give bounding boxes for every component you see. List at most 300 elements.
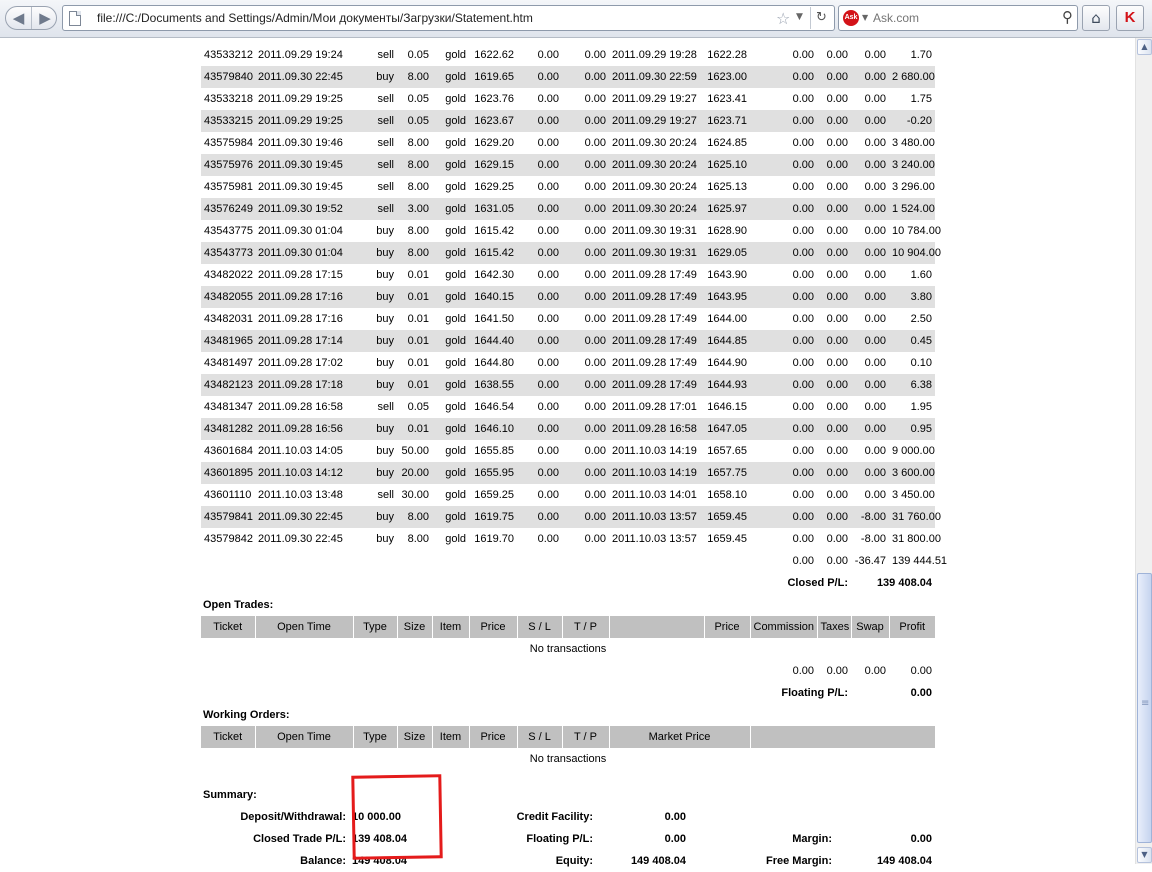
cell-commission: 0.00 <box>792 181 814 193</box>
cell-ticket: 43482022 <box>204 269 253 281</box>
cell-sl: 0.00 <box>517 462 562 484</box>
table-row <box>201 352 935 374</box>
cell-swap: 0.00 <box>864 313 886 325</box>
home-button[interactable] <box>1082 5 1110 31</box>
url-text[interactable]: file:///C:/Documents and Settings/Admin/Мои документы/Загрузки/Statement.htm <box>97 11 533 25</box>
cell-close-time: 2011.09.28 17:49 <box>612 269 697 281</box>
bookmark-star-icon[interactable]: ☆ <box>776 9 791 28</box>
cell-size: 0.01 <box>407 269 429 281</box>
cell-tp: 0.00 <box>562 286 609 308</box>
cell-profit: 3 296.00 <box>892 181 935 193</box>
cell-ticket: 43576249 <box>201 198 255 220</box>
cell-ticket: 43481282 <box>201 418 255 440</box>
table-row <box>201 110 935 132</box>
cell-size: 0.05 <box>407 49 429 61</box>
cell-close-time: 2011.09.30 20:24 <box>612 181 697 193</box>
cell-tp: 0.00 <box>584 137 606 149</box>
closed-trades-totals-row <box>201 550 935 572</box>
cell-tp: 0.00 <box>562 110 609 132</box>
table-row <box>201 132 935 154</box>
table-row <box>201 374 935 396</box>
summary-row-2 <box>201 828 935 850</box>
kaspersky-button[interactable] <box>1116 5 1144 31</box>
cell-taxes: 0.00 <box>817 198 851 220</box>
cell-close-price: 1643.90 <box>707 269 747 281</box>
cell-open-time: 2011.09.30 19:45 <box>258 181 343 193</box>
cell-open-price: 1640.15 <box>469 286 517 308</box>
cell-close-time: 2011.10.03 13:57 <box>612 533 697 545</box>
cell-open-price: 1631.05 <box>469 198 517 220</box>
cell-commission: 0.00 <box>750 462 817 484</box>
cell-swap: 0.00 <box>851 418 889 440</box>
cell-item: gold <box>445 269 466 281</box>
cell-item: gold <box>445 533 466 545</box>
cell-item: gold <box>445 489 466 501</box>
cell-open-time: 2011.10.03 14:05 <box>258 445 343 457</box>
col-price-2: Price <box>704 616 750 638</box>
table-row <box>201 286 935 308</box>
cell-swap: 0.00 <box>851 462 889 484</box>
cell-type: sell <box>353 110 397 132</box>
cell-taxes: 0.00 <box>817 110 851 132</box>
search-bar[interactable] <box>838 5 1078 31</box>
cell-close-time: 2011.09.30 20:24 <box>609 154 704 176</box>
col-size: Size <box>397 616 432 638</box>
cell-close-price: 1623.00 <box>704 66 750 88</box>
cell-sl: 0.00 <box>537 49 559 61</box>
cell-open-time: 2011.09.30 01:04 <box>255 242 353 264</box>
cell-item: gold <box>432 242 469 264</box>
equity-label: Equity: <box>555 855 593 867</box>
cell-sl: 0.00 <box>517 286 562 308</box>
cell-close-time: 2011.10.03 14:19 <box>609 462 704 484</box>
cell-size: 0.05 <box>397 110 432 132</box>
credit-value: 0.00 <box>664 811 686 823</box>
cell-ticket: 43482123 <box>201 374 255 396</box>
cell-taxes: 0.00 <box>826 489 848 501</box>
cell-profit: 10 784.00 <box>892 225 941 237</box>
home-icon: ⌂ <box>1091 9 1101 27</box>
cell-taxes: 0.00 <box>826 269 848 281</box>
search-engine-dropdown-icon[interactable]: ▼ <box>862 13 869 22</box>
cell-commission: 0.00 <box>750 154 817 176</box>
kaspersky-icon: K <box>1124 9 1136 26</box>
cell-size: 8.00 <box>407 225 429 237</box>
cell-size: 8.00 <box>407 533 429 545</box>
cell-profit: 0.95 <box>889 418 935 440</box>
cell-close-price: 1644.90 <box>707 357 747 369</box>
cell-open-time: 2011.09.29 19:25 <box>258 93 343 105</box>
col-commission: Commission <box>750 616 817 638</box>
cell-type: sell <box>377 489 394 501</box>
margin-label: Margin: <box>792 833 832 845</box>
cell-taxes: 0.00 <box>817 374 851 396</box>
deposit-value: 10 000.00 <box>352 811 401 823</box>
cell-taxes: 0.00 <box>826 401 848 413</box>
cell-type: sell <box>377 137 394 149</box>
table-row <box>201 396 935 418</box>
cell-open-price: 1629.20 <box>474 137 514 149</box>
cell-commission: 0.00 <box>750 330 817 352</box>
wo-col-market-price: Market Price <box>609 726 750 748</box>
totals-commission: 0.00 <box>792 555 814 567</box>
closed-trade-pl-label: Closed Trade P/L: <box>253 833 346 845</box>
cell-open-price: 1646.54 <box>474 401 514 413</box>
cell-item: gold <box>445 137 466 149</box>
cell-taxes: 0.00 <box>826 225 848 237</box>
table-row <box>201 330 935 352</box>
closed-trades-body <box>201 44 941 550</box>
closed-pl-row <box>201 572 935 594</box>
cell-swap: 0.00 <box>864 181 886 193</box>
balance-label: Balance: <box>300 855 346 867</box>
cell-commission: 0.00 <box>792 533 814 545</box>
cell-type: buy <box>376 445 394 457</box>
cell-close-time: 2011.09.30 19:31 <box>609 242 704 264</box>
table-row <box>201 198 935 220</box>
cell-commission: 0.00 <box>750 198 817 220</box>
cell-profit: 31 800.00 <box>892 533 941 545</box>
cell-taxes: 0.00 <box>817 66 851 88</box>
cell-open-time: 2011.09.28 17:02 <box>258 357 343 369</box>
cell-item: gold <box>432 198 469 220</box>
col-type: Type <box>353 616 397 638</box>
cell-type: buy <box>376 269 394 281</box>
cell-close-price: 1657.75 <box>704 462 750 484</box>
cell-size: 8.00 <box>397 242 432 264</box>
address-bar[interactable] <box>62 5 835 31</box>
statement-report <box>201 44 948 872</box>
cell-tp: 0.00 <box>584 533 606 545</box>
cell-close-time: 2011.10.03 14:19 <box>612 445 697 457</box>
cell-close-price: 1659.45 <box>707 533 747 545</box>
cell-profit: 1 524.00 <box>889 198 935 220</box>
cell-profit: 0.10 <box>910 357 932 369</box>
cell-item: gold <box>432 154 469 176</box>
cell-tp: 0.00 <box>584 357 606 369</box>
col-ticket: Ticket <box>201 616 255 638</box>
cell-tp: 0.00 <box>562 330 609 352</box>
cell-open-price: 1629.15 <box>469 154 517 176</box>
cell-swap: 0.00 <box>851 110 889 132</box>
cell-sl: 0.00 <box>537 313 559 325</box>
cell-sl: 0.00 <box>537 445 559 457</box>
cell-ticket: 43481347 <box>204 401 253 413</box>
cell-swap: 0.00 <box>864 137 886 149</box>
back-arrow-icon: ◀ <box>12 9 25 27</box>
cell-type: buy <box>376 357 394 369</box>
cell-open-time: 2011.09.28 17:14 <box>255 330 353 352</box>
table-row <box>201 440 935 462</box>
cell-commission: 0.00 <box>792 93 814 105</box>
cell-item: gold <box>445 445 466 457</box>
cell-close-time: 2011.10.03 13:57 <box>609 506 704 528</box>
cell-item: gold <box>432 330 469 352</box>
closed-trade-pl-value: 139 408.04 <box>352 833 408 845</box>
cell-sl: 0.00 <box>537 181 559 193</box>
vertical-scrollbar[interactable] <box>1135 38 1152 864</box>
table-row <box>201 462 935 484</box>
cell-type: buy <box>353 462 397 484</box>
cell-close-time: 2011.09.30 22:59 <box>609 66 704 88</box>
cell-swap: 0.00 <box>851 198 889 220</box>
cell-commission: 0.00 <box>792 489 814 501</box>
wo-col-item: Item <box>432 726 469 748</box>
cell-ticket: 43543773 <box>201 242 255 264</box>
table-row <box>201 66 935 88</box>
cell-ticket: 43601110 <box>204 489 252 501</box>
cell-taxes: 0.00 <box>826 49 848 61</box>
cell-taxes: 0.00 <box>817 154 851 176</box>
cell-ticket: 43575976 <box>201 154 255 176</box>
working-orders-title: Working Orders: <box>203 709 290 721</box>
forward-arrow-icon: ▶ <box>39 9 51 27</box>
floating-pl-value: 0.00 <box>910 687 932 699</box>
cell-open-time: 2011.09.30 01:04 <box>258 225 343 237</box>
cell-item: gold <box>432 110 469 132</box>
cell-sl: 0.00 <box>537 137 559 149</box>
cell-open-price: 1629.25 <box>474 181 514 193</box>
cell-ticket: 43533218 <box>204 93 253 105</box>
wo-col-size: Size <box>397 726 432 748</box>
table-row <box>201 220 935 242</box>
cell-item: gold <box>432 418 469 440</box>
cell-type: sell <box>377 49 394 61</box>
reload-icon: ↻ <box>816 10 827 25</box>
open-trades-header <box>201 616 935 638</box>
cell-open-time: 2011.09.28 16:58 <box>258 401 343 413</box>
cell-tp: 0.00 <box>562 462 609 484</box>
cell-tp: 0.00 <box>584 489 606 501</box>
cell-close-price: 1625.97 <box>704 198 750 220</box>
table-row <box>201 154 935 176</box>
cell-ticket: 43601684 <box>204 445 253 457</box>
forward-button[interactable] <box>32 7 58 29</box>
cell-close-price: 1624.85 <box>707 137 747 149</box>
cell-item: gold <box>445 225 466 237</box>
cell-taxes: 0.00 <box>826 93 848 105</box>
cell-taxes: 0.00 <box>826 313 848 325</box>
cell-ticket: 43575981 <box>204 181 253 193</box>
cell-type: sell <box>353 198 397 220</box>
cell-open-time: 2011.10.03 14:12 <box>255 462 353 484</box>
working-orders-empty: No transactions <box>529 753 607 765</box>
cell-close-time: 2011.09.29 19:28 <box>612 49 697 61</box>
cell-type: buy <box>353 330 397 352</box>
cell-close-price: 1628.90 <box>707 225 747 237</box>
cell-ticket: 43543775 <box>204 225 253 237</box>
cell-tp: 0.00 <box>584 445 606 457</box>
col-item: Item <box>432 616 469 638</box>
cell-commission: 0.00 <box>750 110 817 132</box>
scrollbar-thumb[interactable] <box>1137 573 1152 843</box>
cell-close-time: 2011.09.28 17:49 <box>609 330 704 352</box>
cell-commission: 0.00 <box>750 286 817 308</box>
cell-close-price: 1625.10 <box>704 154 750 176</box>
cell-close-price: 1659.45 <box>704 506 750 528</box>
cell-sl: 0.00 <box>537 489 559 501</box>
cell-ticket: 43579841 <box>201 506 255 528</box>
cell-item: gold <box>445 401 466 413</box>
cell-open-price: 1641.50 <box>474 313 514 325</box>
credit-label: Credit Facility: <box>516 811 593 823</box>
cell-sl: 0.00 <box>517 374 562 396</box>
cell-item: gold <box>445 357 466 369</box>
cell-size: 20.00 <box>397 462 432 484</box>
cell-item: gold <box>432 506 469 528</box>
cell-open-time: 2011.09.28 16:56 <box>255 418 353 440</box>
cell-commission: 0.00 <box>750 506 817 528</box>
cell-ticket: 43533212 <box>204 49 253 61</box>
cell-commission: 0.00 <box>750 374 817 396</box>
cell-close-price: 1622.28 <box>707 49 747 61</box>
cell-tp: 0.00 <box>562 242 609 264</box>
cell-open-time: 2011.09.28 17:18 <box>255 374 353 396</box>
cell-size: 50.00 <box>401 445 429 457</box>
cell-tp: 0.00 <box>584 49 606 61</box>
cell-size: 0.05 <box>407 401 429 413</box>
col-tp: T / P <box>562 616 609 638</box>
cell-type: sell <box>353 154 397 176</box>
cell-taxes: 0.00 <box>826 445 848 457</box>
cell-close-price: 1658.10 <box>707 489 747 501</box>
cell-sl: 0.00 <box>517 506 562 528</box>
cell-sl: 0.00 <box>517 330 562 352</box>
cell-close-time: 2011.09.28 17:49 <box>609 374 704 396</box>
navigation-buttons <box>5 6 57 30</box>
cell-open-price: 1615.42 <box>469 242 517 264</box>
cell-sl: 0.00 <box>517 418 562 440</box>
cell-open-time: 2011.09.29 19:24 <box>258 49 343 61</box>
cell-sl: 0.00 <box>537 357 559 369</box>
cell-close-price: 1629.05 <box>704 242 750 264</box>
cell-open-price: 1615.42 <box>474 225 514 237</box>
table-row <box>201 44 935 66</box>
wo-col-blank <box>750 726 935 748</box>
cell-open-price: 1619.75 <box>469 506 517 528</box>
cell-open-price: 1655.85 <box>474 445 514 457</box>
ask-logo-icon[interactable]: Ask <box>843 10 859 26</box>
cell-swap: 0.00 <box>864 445 886 457</box>
cell-type: buy <box>353 286 397 308</box>
totals-profit: 139 444.51 <box>892 555 948 567</box>
cell-open-time: 2011.10.03 13:48 <box>258 489 343 501</box>
cell-profit: 3 480.00 <box>892 137 935 149</box>
reload-button[interactable] <box>810 7 832 29</box>
cell-open-time: 2011.09.30 22:45 <box>255 506 353 528</box>
cell-commission: 0.00 <box>750 418 817 440</box>
equity-value: 149 408.04 <box>630 855 686 867</box>
cell-taxes: 0.00 <box>817 462 851 484</box>
cell-size: 8.00 <box>397 154 432 176</box>
cell-swap: -8.00 <box>851 506 889 528</box>
closed-pl-label: Closed P/L: <box>787 577 848 589</box>
cell-open-price: 1646.10 <box>469 418 517 440</box>
cell-ticket: 43579842 <box>204 533 253 545</box>
cell-swap: 0.00 <box>864 489 886 501</box>
cell-type: buy <box>353 418 397 440</box>
cell-commission: 0.00 <box>750 242 817 264</box>
history-dropdown-icon[interactable]: ▼ <box>796 12 803 22</box>
cell-size: 8.00 <box>397 66 432 88</box>
cell-ticket: 43482055 <box>201 286 255 308</box>
wo-col-open-time: Open Time <box>255 726 353 748</box>
cell-open-price: 1655.95 <box>469 462 517 484</box>
table-row <box>201 176 935 198</box>
cell-item: gold <box>445 93 466 105</box>
cell-profit: -0.20 <box>889 110 935 132</box>
cell-close-price: 1625.13 <box>707 181 747 193</box>
cell-close-price: 1646.15 <box>707 401 747 413</box>
cell-ticket: 43601895 <box>201 462 255 484</box>
cell-profit: 1.60 <box>910 269 932 281</box>
open-trades-totals-row <box>201 660 935 682</box>
search-input[interactable] <box>873 10 1043 26</box>
scroll-up-arrow-icon[interactable]: ▲ <box>1137 39 1152 55</box>
cell-size: 3.00 <box>397 198 432 220</box>
cell-taxes: 0.00 <box>817 286 851 308</box>
cell-sl: 0.00 <box>537 533 559 545</box>
cell-ticket: 43533215 <box>201 110 255 132</box>
cell-sl: 0.00 <box>517 66 562 88</box>
cell-profit: 3 600.00 <box>889 462 935 484</box>
cell-size: 8.00 <box>397 506 432 528</box>
cell-profit: 0.45 <box>889 330 935 352</box>
closed-trades-table <box>201 44 948 594</box>
cell-sl: 0.00 <box>517 154 562 176</box>
back-button[interactable] <box>6 7 32 29</box>
cell-profit: 2.50 <box>910 313 932 325</box>
cell-commission: 0.00 <box>792 357 814 369</box>
open-trades-table <box>201 616 935 704</box>
cell-profit: 1.70 <box>910 49 932 61</box>
table-row <box>201 484 935 506</box>
cell-open-time: 2011.09.30 19:46 <box>258 137 343 149</box>
cell-close-price: 1643.95 <box>704 286 750 308</box>
cell-size: 0.01 <box>407 357 429 369</box>
cell-commission: 0.00 <box>792 269 814 281</box>
cell-open-price: 1619.70 <box>474 533 514 545</box>
search-icon[interactable]: ⚲ <box>1062 8 1073 26</box>
cell-profit: 3 240.00 <box>889 154 935 176</box>
cell-type: sell <box>377 93 394 105</box>
cell-type: buy <box>353 506 397 528</box>
cell-swap: 0.00 <box>864 225 886 237</box>
cell-profit: 2 680.00 <box>889 66 935 88</box>
cell-size: 0.01 <box>407 313 429 325</box>
cell-taxes: 0.00 <box>826 357 848 369</box>
table-row <box>201 506 935 528</box>
table-row <box>201 242 935 264</box>
table-row <box>201 528 935 550</box>
cell-item: gold <box>445 181 466 193</box>
cell-size: 0.01 <box>397 418 432 440</box>
page-content <box>0 38 1135 867</box>
margin-value: 0.00 <box>910 833 932 845</box>
cell-profit: 6.38 <box>889 374 935 396</box>
cell-open-price: 1644.40 <box>469 330 517 352</box>
scroll-down-arrow-icon[interactable]: ▼ <box>1137 847 1152 863</box>
cell-commission: 0.00 <box>792 313 814 325</box>
cell-close-price: 1644.93 <box>704 374 750 396</box>
col-taxes: Taxes <box>817 616 851 638</box>
working-orders-empty-row <box>201 748 935 770</box>
col-price: Price <box>469 616 517 638</box>
cell-type: buy <box>353 374 397 396</box>
cell-close-price: 1623.41 <box>707 93 747 105</box>
free-margin-value: 149 408.04 <box>876 855 932 867</box>
cell-size: 8.00 <box>407 181 429 193</box>
